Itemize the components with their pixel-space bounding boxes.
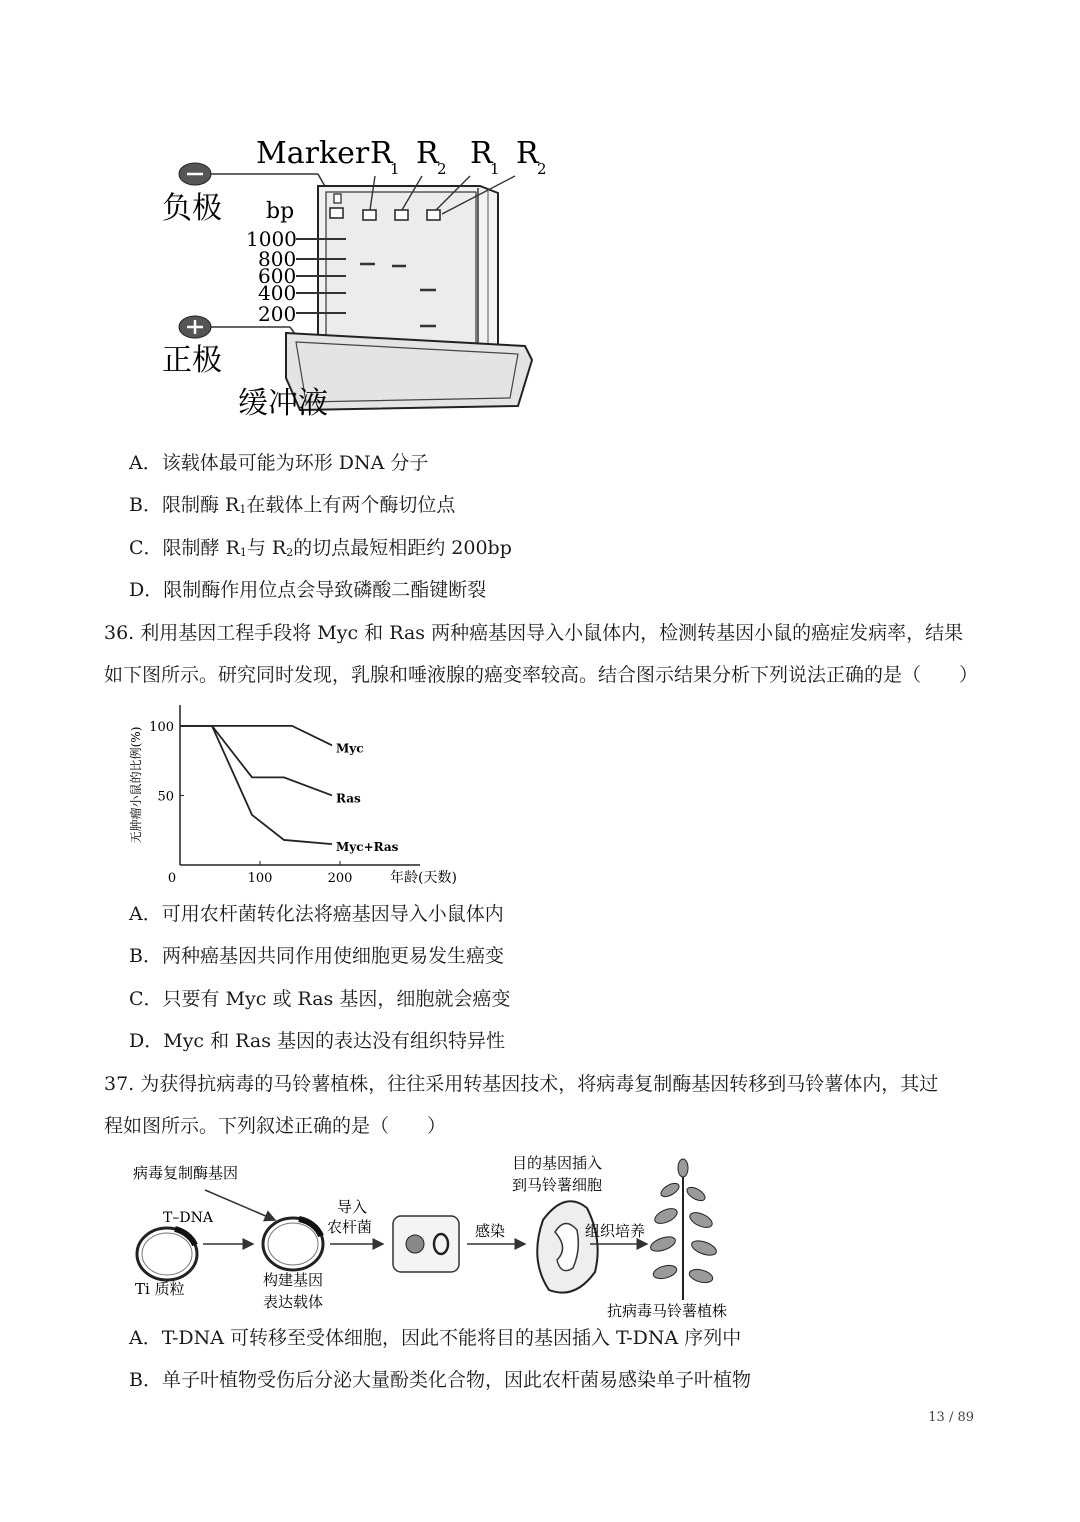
- gene-label: 病毒复制酶基因: [133, 1164, 239, 1182]
- lane-sub-r2b: 2: [537, 160, 547, 178]
- infect-label: 感染: [475, 1222, 506, 1240]
- ladder-600: 600: [258, 264, 297, 288]
- q36-option-c: C．只要有 Myc 或 Ras 基因，细胞就会癌变: [129, 988, 511, 1010]
- series-line-myc: [180, 726, 332, 745]
- q37-option-a: A．T-DNA 可转移至受体细胞，因此不能将目的基因插入 T-DNA 序列中: [129, 1327, 742, 1349]
- x-tick-label-2: 200: [327, 871, 353, 886]
- transgenic-flow-figure: [125, 1150, 745, 1320]
- q36-option-b: B．两种癌基因共同作用使细胞更易发生癌变: [129, 945, 504, 967]
- build-vector-line1: 构建基因: [263, 1271, 324, 1289]
- series-line-myc-ras: [180, 726, 332, 844]
- q36-option-a: A．可用农杆菌转化法将癌基因导入小鼠体内: [129, 903, 504, 925]
- lane-sub-r1b: 1: [490, 160, 500, 178]
- q37-option-b: B．单子叶植物受伤后分泌大量酚类化合物，因此农杆菌易感染单子叶植物: [129, 1369, 751, 1391]
- build-vector-line2: 表达载体: [263, 1293, 324, 1311]
- series-label-ras: Ras: [336, 791, 361, 806]
- series-line-ras: [180, 726, 332, 796]
- ti-plasmid-label: Ti 质粒: [135, 1280, 185, 1298]
- q36-option-d: D．Myc 和 Ras 基因的表达没有组织特异性: [129, 1030, 506, 1052]
- plant-label: 抗病毒马铃薯植株: [607, 1302, 728, 1320]
- q35-option-c-pre: C．限制酵 R: [129, 537, 240, 559]
- insert-label-2: 到马铃薯细胞: [512, 1176, 603, 1194]
- x-tick-label-0: 0: [167, 871, 177, 886]
- q35-option-b-sub: 1: [239, 503, 247, 516]
- lane-label-r2a: R: [416, 136, 439, 171]
- ladder-200: 200: [258, 302, 297, 326]
- y-axis-label: 无肿瘤小鼠的比例(%): [129, 726, 143, 844]
- x-tick-label-1: 100: [247, 871, 273, 886]
- x-axis-label: 年龄(天数): [390, 870, 457, 886]
- ti-plasmid-icon: [137, 1228, 197, 1280]
- q35-option-c-post: 的切点最短相距约 200bp: [293, 537, 512, 559]
- q35-option-d: D．限制酶作用位点会导致磷酸二酯键断裂: [129, 579, 487, 601]
- series-label-myc-ras: Myc+Ras: [336, 840, 399, 855]
- gel-electrophoresis-figure: [150, 128, 570, 428]
- q35-option-b-post: 在载体上有两个酶切位点: [246, 494, 456, 516]
- lane-label-r1b: R: [470, 136, 493, 171]
- unit-label: bp: [266, 199, 295, 224]
- lane-label-r2b: R: [516, 136, 539, 171]
- positive-pole-label: 正极: [162, 343, 222, 378]
- q35-option-c-sub1: 1: [239, 546, 247, 559]
- series-label-myc: Myc: [336, 741, 364, 756]
- q35-option-b: [129, 492, 455, 523]
- import-label-1: 导入: [337, 1198, 368, 1216]
- y-tick-label-1: 50: [157, 789, 174, 805]
- agrobacterium-icon: [393, 1216, 459, 1272]
- ladder-800: 800: [258, 247, 297, 271]
- q36-stem-line2: 如下图所示。研究同时发现，乳腺和唾液腺的癌变率较高。结合图示结果分析下列说法正确的是（ ）: [104, 664, 979, 686]
- negative-electrode-icon: [179, 163, 211, 185]
- tumor-free-line-chart: [120, 690, 480, 890]
- q35-option-b-pre: B．限制酶 R: [129, 494, 240, 516]
- tdna-label: T–DNA: [163, 1210, 213, 1226]
- potato-plant-icon: [649, 1159, 719, 1300]
- buffer-label: 缓冲液: [238, 386, 328, 421]
- y-tick-label-0: 100: [149, 719, 174, 735]
- positive-electrode-icon: [179, 316, 211, 338]
- ladder-1000: 1000: [246, 227, 297, 251]
- q35-option-a: A．该载体最可能为环形 DNA 分子: [129, 452, 429, 474]
- lane-label-marker: Marker: [256, 136, 370, 171]
- import-label-2: 农杆菌: [327, 1218, 373, 1236]
- negative-pole-label: 负极: [162, 191, 222, 226]
- ladder-400: 400: [258, 281, 297, 305]
- lane-label-r1a: R: [370, 136, 393, 171]
- q35-option-c-mid: 与 R: [246, 537, 287, 559]
- page-number: 13 / 89: [928, 1410, 974, 1425]
- q35-option-c-sub2: 2: [286, 546, 294, 559]
- q37-stem-line1: 37. 为获得抗病毒的马铃薯植株，往往采用转基因技术，将病毒复制酶基因转移到马铃薯体内，其过: [104, 1073, 939, 1095]
- q36-stem-line1: 36. 利用基因工程手段将 Myc 和 Ras 两种癌基因导入小鼠体内，检测转基因小鼠的癌症发病率，结果: [104, 622, 964, 644]
- culture-label: 组织培养: [585, 1222, 646, 1240]
- expression-vector-icon: [263, 1218, 323, 1270]
- lane-sub-r2a: 2: [437, 160, 447, 178]
- q37-stem-line2: 程如图所示。下列叙述正确的是（ ）: [104, 1115, 447, 1137]
- insert-label-1: 目的基因插入: [512, 1154, 603, 1172]
- lane-sub-r1a: 1: [390, 160, 400, 178]
- potato-cell-icon: [537, 1201, 597, 1292]
- q35-option-c: [129, 535, 512, 566]
